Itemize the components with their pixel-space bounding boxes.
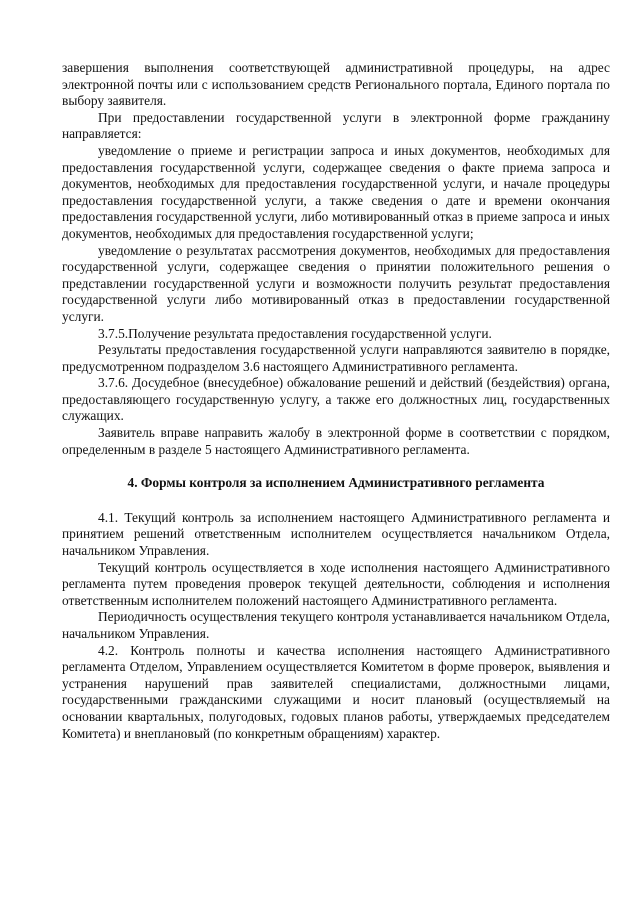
paragraph-4-2: 4.2. Контроль полноты и качества исполнения настоящего Административного регламента Отделом, Управлением осуществляется Комитетом в форме проверок, выявления и устранения нарушений прав заявителей специалистами, должностными лицами, государственными гражданскими служащими и носит плановый (осуществляемый на основании квартальных, полугодовых, годовых планов работы, утверждаемых председателем Комитета) и внеплановый (по конкретным обращениям) характер.: [62, 642, 610, 741]
paragraph-3-7-5: 3.7.5.Получение результата предоставления государственной услуги.: [98, 325, 492, 341]
paragraph-4-1: 4.1. Текущий контроль за исполнением настоящего Административного регламента и принятием решений ответственным исполнителем осуществляется начальником Отдела, начальником Управления.: [62, 509, 610, 559]
paragraph-electronic-notice-intro: При предоставлении государственной услуги в электронной форме гражданину направляется:: [62, 109, 610, 142]
document-page: [62, 60, 610, 742]
paragraph-complaint: Заявитель вправе направить жалобу в электронной форме в соответствии с порядком, определенным в разделе 5 настоящего Административного регламента.: [62, 425, 610, 457]
paragraph-current-control: Текущий контроль осуществляется в ходе исполнения настоящего Административного регламента путем проведения проверок текущей деятельности, соблюдения и исполнения ответственным исполнителем положений настоящего Административного регламента.: [62, 559, 610, 608]
paragraph-receipt-notification: уведомление о приеме и регистрации запроса и иных документов, необходимых для предоставления государственной услуги, содержащее сведения о факте приема запроса и документов, необходимых для предоставления государственной услуги, и начале процедуры предоставления государственной услуги, а также сведения о дате и времени окончания предоставления государственной услуги, либо мотивированный отказ в приеме запроса и иных документов, необходимых для предоставления государственной услуги;: [62, 142, 610, 241]
paragraph-3-7-6: 3.7.6. Досудебное (внесудебное) обжалование решений и действий (бездействия) органа, предоставляющего государственную услугу, а также его должностных лиц, государственных служащих.: [62, 375, 610, 424]
paragraph-periodicity: Периодичность осуществления текущего контроля устанавливается начальником Отдела, начальником Управления.: [62, 609, 610, 641]
paragraph-result-notification: уведомление о результатах рассмотрения документов, необходимых для предоставления государственной услуги, содержащее сведения о принятии положительного решения о представлении государственной услуги и возможности получить результат предоставления государственной услуги либо мотивированный отказ в предоставлении государственной услуги.: [62, 242, 610, 324]
paragraph-results-delivery: Результаты предоставления государственной услуги направляются заявителю в порядке, предусмотренном подразделом 3.6 настоящего Административного регламента.: [62, 342, 610, 374]
paragraph-continuation-delivery: завершения выполнения соответствующей административной процедуры, на адрес электронной почты или с использованием средств Регионального портала, Единого портала по выбору заявителя.: [62, 60, 610, 109]
section-heading: 4. Формы контроля за исполнением Административного регламента: [127, 475, 545, 491]
